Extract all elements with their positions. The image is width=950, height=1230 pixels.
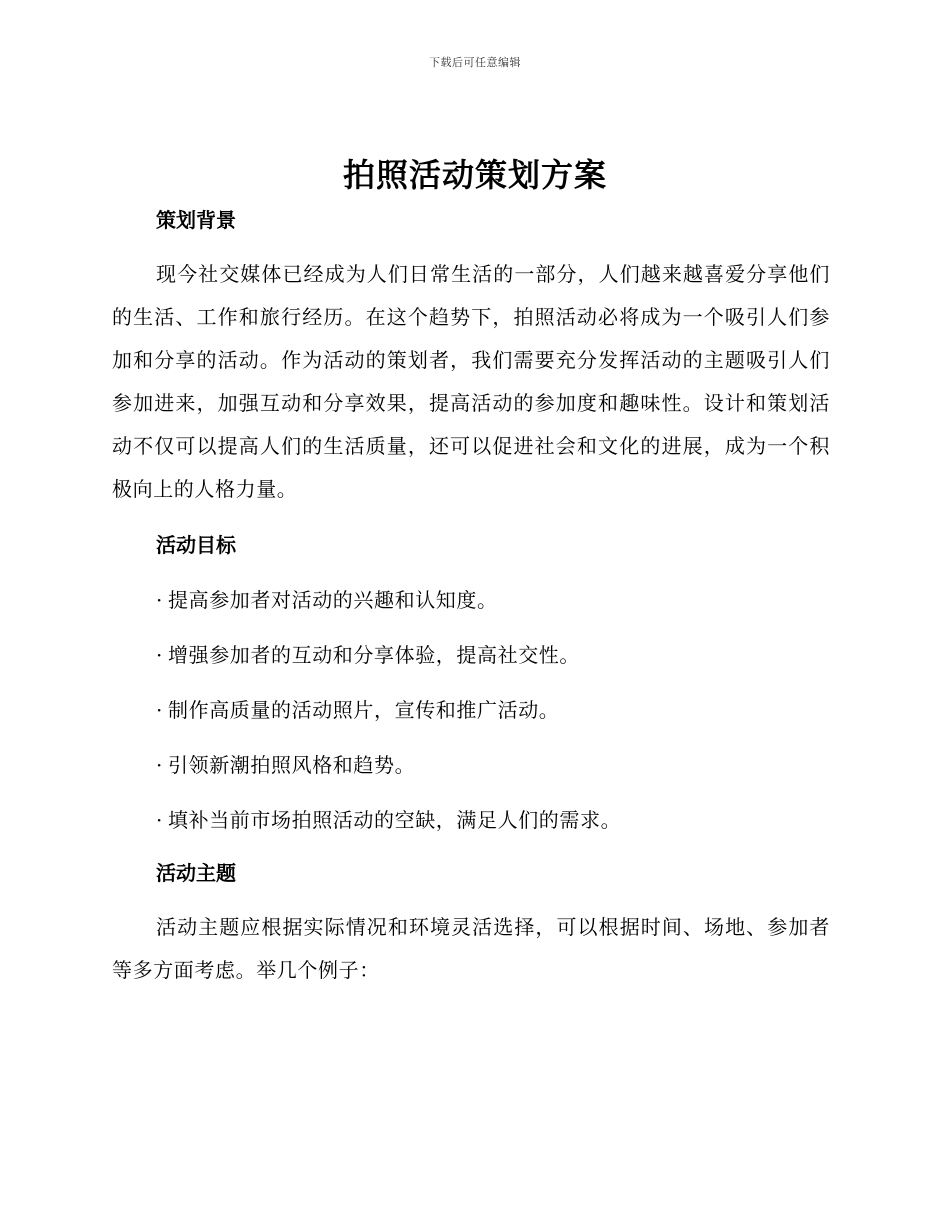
bullet-icon: · xyxy=(156,808,163,832)
document-title: 拍照活动策划方案 xyxy=(342,156,607,194)
bullet-icon: · xyxy=(156,643,163,667)
bullet-icon: · xyxy=(156,588,163,612)
list-item xyxy=(156,688,830,743)
bullet-icon: · xyxy=(156,753,163,777)
list-item xyxy=(156,743,830,798)
list-item-text: 制作高质量的活动照片，宣传和推广活动。 xyxy=(168,698,560,722)
list-item xyxy=(156,633,830,688)
list-item-text: 引领新潮拍照风格和趋势。 xyxy=(168,753,416,777)
spacer xyxy=(112,240,830,253)
header-note: 下载后可任意编辑 xyxy=(429,56,521,69)
goals-list xyxy=(112,578,830,853)
list-item xyxy=(156,578,830,633)
background-paragraph: 现今社交媒体已经成为人们日常生活的一部分，人们越来越喜爱分享他们的生活、工作和旅行经历。在这个趋势下，拍照活动必将成为一个吸引人们参加和分享的活动。作为活动的策划者，我们需要充分发挥活动的主题吸引人们参加进来，加强互动和分享效果，提高活动的参加度和趣味性。设计和策划活动不仅可以提高人们的生活质量，还可以促进社会和文化的进展，成为一个积极向上的人格力量。 xyxy=(112,262,830,501)
list-item-text: 填补当前市场拍照活动的空缺，满足人们的需求。 xyxy=(168,808,622,832)
section-heading-goals: 活动目标 xyxy=(156,533,236,557)
theme-paragraph: 活动主题应根据实际情况和环境灵活选择，可以根据时间、场地、参加者等多方面考虑。举几个例子： xyxy=(112,915,830,982)
document-body xyxy=(112,200,830,992)
section-heading-theme: 活动主题 xyxy=(156,861,236,885)
list-item-text: 提高参加者对活动的兴趣和认知度。 xyxy=(168,588,498,612)
spacer xyxy=(112,893,830,906)
list-item xyxy=(156,798,830,853)
section-heading-background: 策划背景 xyxy=(156,208,236,232)
spacer xyxy=(112,511,830,525)
spacer xyxy=(112,565,830,578)
bullet-icon: · xyxy=(156,698,163,722)
list-item-text: 增强参加者的互动和分享体验，提高社交性。 xyxy=(168,643,580,667)
